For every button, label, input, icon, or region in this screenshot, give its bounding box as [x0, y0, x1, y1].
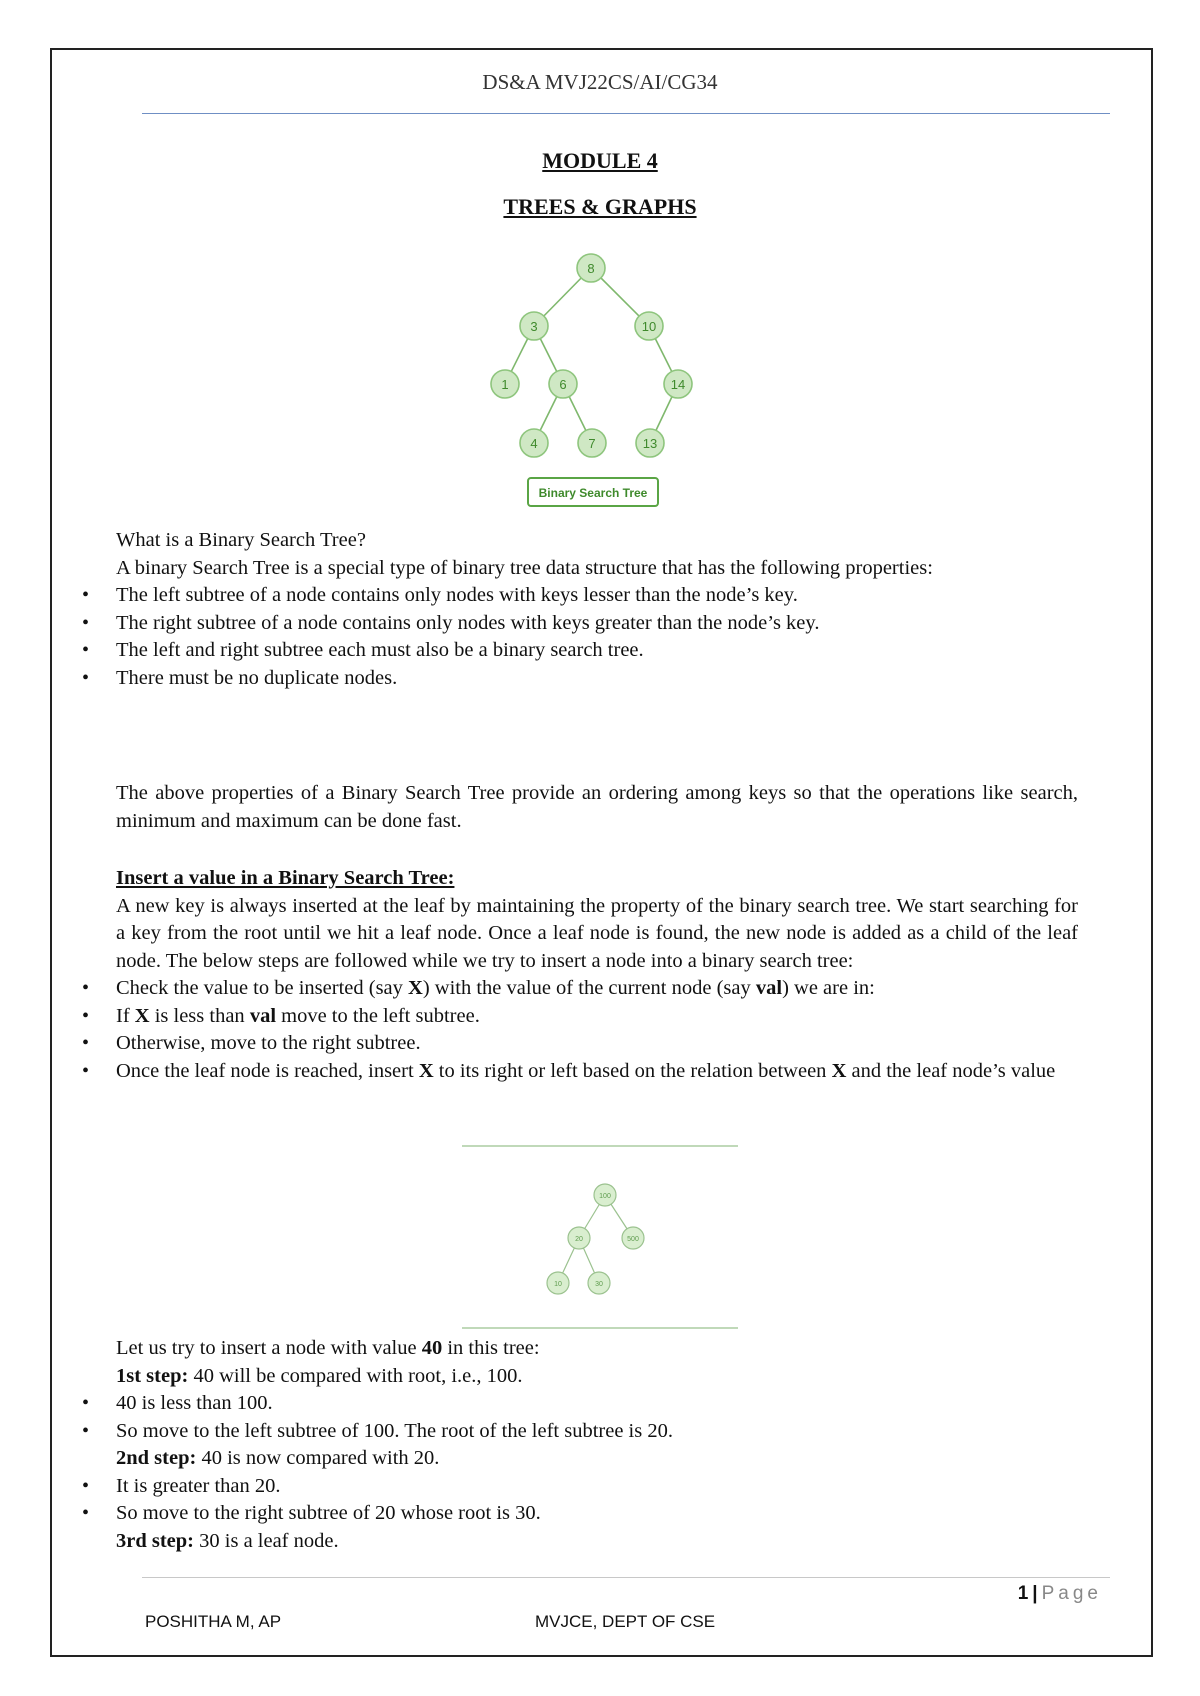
module-title: MODULE 4 — [542, 148, 658, 173]
svg-text:6: 6 — [559, 377, 567, 392]
intro-question: What is a Binary Search Tree? — [116, 529, 366, 551]
property-item: • The left and right subtree each must also be a binary search tree. — [116, 637, 1078, 665]
svg-text:10: 10 — [554, 1281, 562, 1288]
svg-text:30: 30 — [595, 1281, 603, 1288]
footer-author: POSHITHA M, AP — [145, 1612, 282, 1631]
insert-steps-list — [116, 975, 1078, 1085]
node-30 — [588, 1272, 610, 1294]
node-14 — [664, 370, 692, 398]
example-list-1 — [116, 1390, 1078, 1445]
insert-description: A new key is always inserted at the leaf by maintaining the property of the binary search tree. We start searching for a key from the root until we hit a leaf node. Once a leaf node is found, the new node is added as a child of the leaf node. The below steps are followed while we try to insert a node into a binary search tree: — [116, 894, 1078, 972]
node-6 — [549, 370, 577, 398]
svg-text:500: 500 — [627, 1236, 639, 1243]
node-10b — [547, 1272, 569, 1294]
property-item: • There must be no duplicate nodes. — [116, 665, 1078, 693]
example-step-2: 2nd step: 40 is now compared with 20. — [116, 1447, 440, 1469]
svg-text:4: 4 — [530, 436, 538, 451]
node-10 — [635, 312, 663, 340]
page-number: 1 | Page — [1017, 1583, 1102, 1604]
node-13 — [636, 429, 664, 457]
node-4 — [520, 429, 548, 457]
bst-caption: Binary Search Tree — [538, 486, 648, 500]
insert-step-2: • If X is less than val move to the left subtree. — [116, 1003, 1078, 1031]
svg-text:1: 1 — [501, 377, 509, 392]
example-bullet: • It is greater than 20. — [116, 1473, 1078, 1501]
insert-section — [116, 865, 1078, 1085]
example-intro: Let us try to insert a node with value 40 in this tree: — [116, 1337, 540, 1359]
node-20 — [568, 1227, 590, 1249]
example-step-1: 1st step: 40 will be compared with root, i.e., 100. — [116, 1364, 523, 1387]
node-3 — [520, 312, 548, 340]
property-item: • The left subtree of a node contains only nodes with keys lesser than the node’s key. — [116, 582, 1078, 610]
svg-text:100: 100 — [599, 1193, 611, 1200]
insert-step-4: • Once the leaf node is reached, insert X to its right or left based on the relation between X and the leaf node’s value — [116, 1058, 1078, 1086]
svg-text:8: 8 — [587, 261, 595, 276]
intro-definition: A binary Search Tree is a special type of binary tree data structure that has the following properties: — [116, 556, 933, 579]
header-title: DS&A MVJ22CS/AI/CG34 — [482, 70, 718, 94]
footer-rule — [142, 1577, 1110, 1578]
svg-text:3: 3 — [530, 319, 538, 334]
intro-section — [116, 527, 1078, 692]
example-bullet: • So move to the left subtree of 100. The root of the left subtree is 20. — [116, 1418, 1078, 1446]
node-1 — [491, 370, 519, 398]
bst-caption-box — [528, 478, 658, 506]
svg-text:13: 13 — [642, 436, 658, 451]
properties-list — [116, 582, 1078, 692]
svg-text:7: 7 — [588, 436, 596, 451]
node-500 — [622, 1227, 644, 1249]
node-7 — [578, 429, 606, 457]
example-bullet: • So move to the right subtree of 20 whose root is 30. — [116, 1500, 1078, 1528]
svg-text:10: 10 — [641, 319, 657, 334]
intro-summary: The above properties of a Binary Search Tree provide an ordering among keys so that the operations like search, minimum and maximum can be done fast. — [116, 782, 1078, 832]
footer-dept: MVJCE, DEPT OF CSE — [535, 1612, 716, 1631]
node-8 — [577, 254, 605, 282]
svg-text:20: 20 — [575, 1236, 583, 1243]
example-list-2 — [116, 1473, 1078, 1528]
example-section — [116, 1335, 1078, 1555]
insert-step-3: • Otherwise, move to the right subtree. — [116, 1030, 1078, 1058]
example-bullet: • 40 is less than 100. — [116, 1390, 1078, 1418]
property-item: • The right subtree of a node contains only nodes with keys greater than the node’s key. — [116, 610, 1078, 638]
node-100 — [594, 1184, 616, 1206]
example-step-3: 3rd step: 30 is a leaf node. — [116, 1529, 339, 1552]
bst-edges — [505, 268, 678, 443]
module-subtitle: TREES & GRAPHS — [503, 194, 697, 219]
insert-heading: Insert a value in a Binary Search Tree: — [116, 867, 455, 889]
insert-step-1: • Check the value to be inserted (say X) with the value of the current node (say val) we are in: — [116, 975, 1078, 1003]
svg-text:14: 14 — [670, 377, 686, 392]
